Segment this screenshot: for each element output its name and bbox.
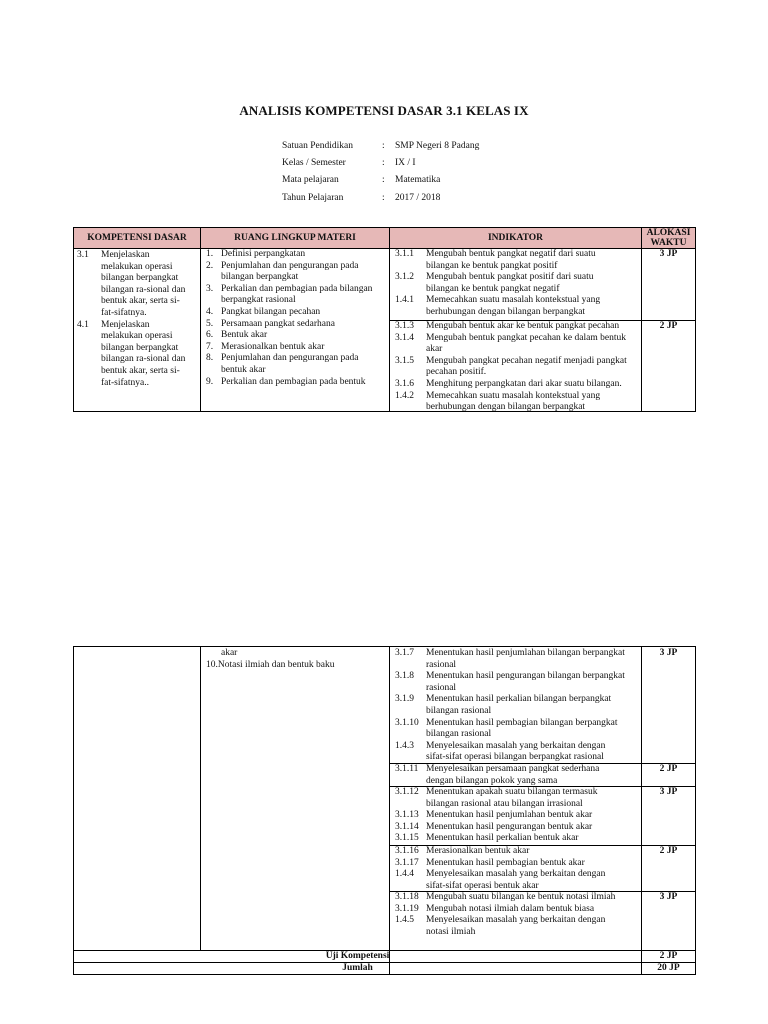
column-divider: [200, 647, 201, 950]
indikator-item: [395, 833, 641, 845]
text-line: Mengubah bentuk pangkat positif dari suatu: [426, 272, 594, 283]
text-line: bilangan berpangkat: [101, 273, 179, 284]
indikator-text: [426, 356, 641, 379]
indikator-code: 3.1.13: [395, 810, 419, 821]
kompetensi-text: [101, 250, 199, 320]
indikator-code: 3.1.10: [395, 717, 419, 728]
text-line: Menjelaskan: [101, 319, 150, 330]
jumlah-label: Jumlah: [342, 963, 373, 973]
meta-value: SMP Negeri 8 Padang: [395, 140, 480, 151]
ruang-lingkup-continuation: [206, 648, 388, 671]
meta-row: [282, 189, 479, 206]
indikator-text: [426, 741, 641, 764]
kompetensi-item: [77, 250, 199, 320]
indikator-code: 3.1.2: [395, 272, 414, 283]
text-line: fat-sifatnya..: [101, 377, 150, 388]
text-line: Menjelaskan: [101, 250, 150, 260]
indikator-group: [395, 787, 641, 845]
text-line: Mengubah bentuk pangkat negatif dari suatu: [426, 249, 596, 259]
alokasi-waktu-value: 3 JP: [659, 787, 678, 797]
header-alokasi-waktu: [642, 228, 695, 248]
meta-label: Mata pelajaran: [282, 175, 339, 186]
indikator-group: [395, 249, 641, 319]
kompetensi-number: 3.1: [77, 250, 89, 260]
text-line: Menentukan hasil pembagian bentuk akar: [426, 857, 585, 868]
indikator-text: [426, 764, 641, 787]
indikator-item: [395, 391, 641, 414]
indikator-code: 3.1.1: [395, 249, 414, 259]
indikator-item: [395, 822, 641, 834]
text-line: Perkalian dan pembagian pada bentuk: [221, 376, 366, 387]
text-line: notasi ilmiah: [426, 926, 476, 937]
text-line: bentuk akar, serta si-: [101, 365, 180, 376]
text-line: bilangan ra-sional dan: [101, 354, 186, 365]
item-text: [221, 353, 388, 376]
text-line: Definisi perpangkatan: [221, 249, 306, 259]
text-line: melakukan operasi: [101, 261, 173, 272]
indikator-code: 1.4.5: [395, 915, 414, 926]
item-number: 1.: [206, 249, 214, 259]
indikator-text: [426, 333, 641, 356]
text-line: Menyelesaikan masalah yang berkaitan dengan: [426, 915, 606, 926]
text-line: Penjumlahan dan pengurangan pada: [221, 353, 359, 364]
alokasi-waktu-value: 3 JP: [659, 892, 678, 902]
indikator-code: 3.1.6: [395, 378, 414, 389]
indikator-text: [426, 892, 641, 904]
indikator-item: [395, 249, 641, 272]
indikator-group: [395, 846, 641, 892]
text-line: melakukan operasi: [101, 331, 173, 342]
item-text: [221, 319, 388, 331]
indikator-text: [426, 648, 641, 671]
text-line: Penjumlahan dan pengurangan pada: [221, 260, 359, 271]
jumlah-value: 20 JP: [657, 963, 680, 973]
indikator-code: 3.1.8: [395, 671, 414, 682]
meta-row: [282, 137, 479, 154]
indikator-text: [426, 272, 641, 295]
text-line: Persamaan pangkat sedarhana: [221, 318, 335, 329]
text-line: akar: [426, 344, 443, 355]
text-line: Mengubah notasi ilmiah dalam bentuk biasa: [426, 903, 595, 914]
meta-separator: :: [382, 192, 385, 203]
indikator-text: [426, 694, 641, 717]
indikator-text: [426, 846, 641, 858]
analysis-table-page-2: [73, 646, 696, 975]
indikator-text: [426, 869, 641, 892]
meta-row: [282, 154, 479, 171]
indikator-code: 3.1.17: [395, 857, 419, 868]
indikator-code: 3.1.16: [395, 846, 419, 856]
text-line: bilangan ke bentuk pangkat negatif: [426, 283, 560, 294]
kompetensi-text: [101, 320, 199, 390]
text-line: bilangan ra-sional dan: [101, 284, 186, 295]
indikator-item: [395, 858, 641, 870]
indikator-text: [426, 810, 641, 822]
indikator-item: [395, 648, 641, 671]
alokasi-waktu-value: 3 JP: [659, 249, 678, 259]
text-line: berpangkat rasional: [221, 295, 296, 306]
indikator-code: 1.4.2: [395, 390, 414, 401]
text-line: fat-sifatnya.: [101, 307, 147, 318]
uji-kompetensi-label: Uji Kompetensi: [325, 951, 390, 961]
text-line: bilangan berpangkat: [221, 272, 299, 283]
header-waktu-line: WAKTU: [650, 238, 687, 248]
document-title: ANALISIS KOMPETENSI DASAR 3.1 KELAS IX: [239, 103, 529, 118]
indikator-code: 3.1.9: [395, 694, 414, 705]
ruang-lingkup-item: [206, 342, 388, 354]
text-line: Menghitung perpangkatan dari akar suatu bilangan.: [426, 378, 622, 389]
indikator-item: [395, 787, 641, 810]
text-line: Perkalian dan pembagian pada bilangan: [221, 283, 373, 294]
text-line: berhubungan dengan bilangan berpangkat: [426, 306, 586, 317]
item-text: [221, 330, 388, 342]
item-number: 7.: [206, 341, 214, 352]
item-text: [221, 342, 388, 354]
ruang-lingkup-item: [206, 353, 388, 376]
meta-separator: :: [382, 175, 385, 186]
meta-label: Satuan Pendidikan: [282, 140, 353, 151]
indikator-text: [426, 915, 641, 938]
indikator-code: 3.1.5: [395, 355, 414, 366]
text-line: Pangkat bilangan pecahan: [221, 306, 321, 317]
ruang-lingkup-item: [206, 319, 388, 331]
text-line: Memecahkan suatu masalah kontekstual yang: [426, 295, 601, 306]
item-number: 3.: [206, 283, 214, 294]
text-line: bilangan berpangkat: [101, 342, 179, 353]
item-number: 4.: [206, 306, 214, 317]
analysis-table-page-1: [73, 227, 696, 412]
header-kompetensi-dasar: KOMPETENSI DASAR: [87, 233, 187, 243]
text-line: Menentukan apakah suatu bilangan termasuk: [426, 787, 598, 797]
indikator-text: [426, 822, 641, 834]
indikator-code: 3.1.7: [395, 648, 414, 658]
indikator-item: [395, 741, 641, 764]
indikator-text: [426, 379, 641, 391]
ruang-lingkup-item: 10.Notasi ilmiah dan bentuk baku: [206, 659, 335, 670]
ruang-lingkup-item: [206, 377, 388, 389]
text-line: Mengubah bentuk pangkat pecahan ke dalam bentuk: [426, 332, 626, 343]
indikator-code: 3.1.19: [395, 903, 419, 914]
text-line: Mengubah bentuk akar ke bentuk pangkat pecahan: [426, 321, 620, 331]
indikator-item: [395, 379, 641, 391]
item-text: [221, 249, 388, 261]
indikator-item: [395, 810, 641, 822]
indikator-item: [395, 846, 641, 858]
indikator-code: 1.4.3: [395, 740, 414, 751]
text-line: akar: [221, 648, 238, 658]
text-line: sifat-sifat operasi bentuk akar: [426, 880, 539, 891]
indikator-text: [426, 249, 641, 272]
indikator-code: 3.1.3: [395, 321, 414, 331]
indikator-group: [395, 648, 641, 764]
indikator-item: [395, 718, 641, 741]
ruang-lingkup-item: [206, 249, 388, 261]
item-number: 2.: [206, 260, 214, 271]
text-line: Menentukan hasil pengurangan bilangan berpangkat: [426, 671, 625, 682]
indikator-item: [395, 869, 641, 892]
text-line: Menentukan hasil pengurangan bentuk akar: [426, 821, 593, 832]
text-line: Menyelesaikan masalah yang berkaitan dengan: [426, 869, 606, 880]
text-line: rasional: [426, 659, 457, 670]
item-number: 6.: [206, 330, 214, 341]
indikator-code: 3.1.12: [395, 787, 419, 797]
text-line: Bentuk akar: [221, 330, 268, 341]
indikator-text: [426, 321, 641, 333]
text-line: Mengubah pangkat pecahan negatif menjadi pangkat: [426, 355, 627, 366]
indikator-text: [426, 295, 641, 318]
column-divider: [641, 647, 642, 974]
item-number: 5.: [206, 318, 214, 329]
document-meta: [282, 137, 479, 207]
header-indikator: INDIKATOR: [487, 233, 544, 243]
indikator-group: [395, 764, 641, 787]
indikator-item: [395, 694, 641, 717]
ruang-lingkup-item: [206, 307, 388, 319]
text-line: bentuk akar: [221, 364, 266, 375]
meta-value: 2017 / 2018: [395, 192, 441, 203]
indikator-code: 1.4.1: [395, 295, 414, 306]
text-line: bilangan rasional atau bilangan irrasional: [426, 798, 583, 809]
column-divider: [389, 647, 390, 974]
indikator-code: 1.4.4: [395, 869, 414, 880]
item-number: 8.: [206, 353, 214, 364]
indikator-text: [426, 391, 641, 414]
item-text: [221, 261, 388, 284]
text-line: Menentukan hasil perkalian bilangan berpangkat: [426, 694, 612, 705]
text-line: sifat-sifat operasi bilangan berpangkat rasional: [426, 752, 604, 763]
text-line: pecahan positif.: [426, 367, 487, 378]
meta-separator: :: [382, 158, 385, 169]
text-line: Memecahkan suatu masalah kontekstual yang: [426, 390, 601, 401]
indikator-text: [426, 904, 641, 916]
header-alokasi-line: ALOKASI: [646, 228, 691, 238]
indikator-item: [395, 892, 641, 904]
indikator-item: [395, 356, 641, 379]
indikator-text: [426, 858, 641, 870]
text-line: bilangan rasional: [426, 729, 492, 740]
indikator-code: 3.1.14: [395, 821, 419, 832]
item-text: [221, 284, 388, 307]
kompetensi-dasar-list: [77, 250, 199, 389]
column-divider: [200, 228, 201, 411]
item-number: 9.: [206, 376, 214, 387]
kompetensi-number: 4.1: [77, 319, 89, 330]
indikator-item: [395, 321, 641, 333]
indikator-code: 3.1.11: [395, 764, 419, 774]
meta-row: [282, 172, 479, 189]
text-line: Menyelesaikan masalah yang berkaitan dengan: [426, 740, 606, 751]
indikator-item: [395, 764, 641, 787]
item-text: [221, 307, 388, 319]
meta-label: Tahun Pelajaran: [282, 192, 344, 203]
text-line: bentuk akar, serta si-: [101, 296, 180, 307]
text-line: Menyelesaikan persamaan pangkat sederhana: [426, 764, 600, 774]
text-line: Merasionalkan bentuk akar: [426, 846, 530, 856]
kompetensi-item: [77, 320, 199, 390]
header-ruang-lingkup: RUANG LINGKUP MATERI: [234, 233, 356, 243]
text-line: Menentukan hasil pembagian bilangan berpangkat: [426, 717, 618, 728]
indikator-text: [426, 671, 641, 694]
indikator-group: [395, 321, 641, 414]
indikator-item: [395, 904, 641, 916]
indikator-item: [395, 333, 641, 356]
text-line: Merasionalkan bentuk akar: [221, 341, 325, 352]
alokasi-waktu-value: 2 JP: [659, 846, 678, 856]
meta-separator: :: [382, 140, 385, 151]
indikator-item: [395, 671, 641, 694]
alokasi-waktu-value: 2 JP: [659, 764, 678, 774]
text-line: rasional: [426, 682, 457, 693]
indikator-text: [426, 787, 641, 810]
indikator-text: [426, 833, 641, 845]
text-line: bilangan ke bentuk pangkat positif: [426, 260, 558, 271]
ruang-lingkup-item: [206, 284, 388, 307]
indikator-item: [395, 295, 641, 318]
uji-kompetensi-value: 2 JP: [659, 951, 678, 961]
indikator-item: [395, 915, 641, 938]
alokasi-waktu-value: 2 JP: [659, 321, 678, 331]
indikator-code: 3.1.15: [395, 833, 419, 844]
text-line: Menentukan hasil penjumlahan bilangan berpangkat: [426, 648, 625, 658]
indikator-code: 3.1.4: [395, 332, 414, 343]
ruang-lingkup-item: [206, 330, 388, 342]
alokasi-waktu-value: 3 JP: [659, 648, 678, 658]
text-line: Menentukan hasil perkalian bentuk akar: [426, 833, 579, 844]
meta-value: Matematika: [395, 175, 441, 186]
text-line: dengan bilangan pokok yang sama: [426, 775, 558, 786]
ruang-lingkup-list: [206, 249, 388, 388]
indikator-item: [395, 272, 641, 295]
meta-label: Kelas / Semester: [282, 158, 346, 169]
indikator-text: [426, 718, 641, 741]
text-line: berhubungan dengan bilangan berpangkat: [426, 402, 586, 413]
text-line: Mengubah suatu bilangan ke bentuk notasi ilmiah: [426, 892, 616, 902]
indikator-group: [395, 892, 641, 938]
indikator-code: 3.1.18: [395, 892, 419, 902]
meta-value: IX / I: [395, 158, 416, 169]
item-text: [221, 377, 388, 389]
ruang-lingkup-item: [206, 261, 388, 284]
text-line: Menentukan hasil penjumlahan bentuk akar: [426, 810, 593, 821]
text-line: bilangan rasional: [426, 705, 492, 716]
